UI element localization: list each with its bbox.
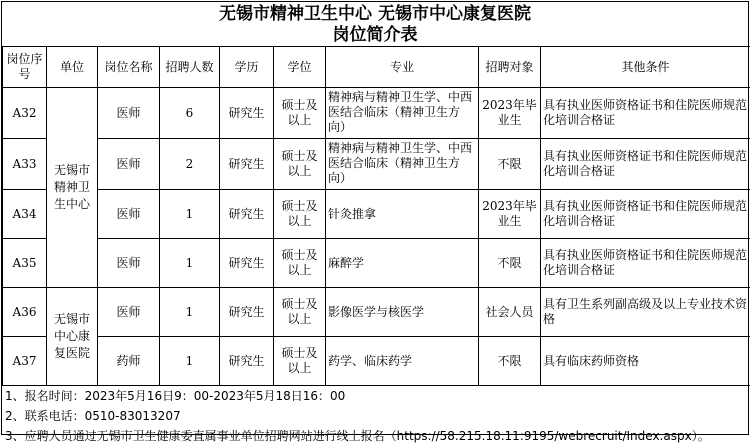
cell-count: 1 [160, 288, 220, 337]
table-row [3, 239, 750, 288]
table-row [3, 88, 750, 139]
table-row [3, 190, 750, 239]
note-online-registration: 3、应聘人员通过无锡市卫生健康委直属事业单位招聘网站进行线上报名（https://58.215.18.11:9195/webrecruit/Index.aspx）。 [5, 426, 748, 446]
cell-count: 1 [160, 337, 220, 386]
table-row [3, 337, 750, 386]
cell-name: 医师 [98, 288, 160, 337]
cell-target: 社会人员 [479, 288, 541, 337]
cell-name: 医师 [98, 139, 160, 190]
cell-code: A34 [3, 190, 47, 239]
cell-target: 不限 [479, 139, 541, 190]
cell-education: 研究生 [220, 139, 274, 190]
note-registration-time: 1、报名时间：2023年5月16日9：00-2023年5月18日16：00 [5, 386, 748, 406]
position-table-document [1, 1, 749, 435]
document-title [2, 4, 748, 46]
cell-count: 2 [160, 139, 220, 190]
header-education: 学历 [220, 47, 274, 88]
cell-name: 医师 [98, 88, 160, 139]
cell-other: 具有执业医师资格证书和住院医师规范化培训合格证 [541, 139, 750, 190]
cell-code: A35 [3, 239, 47, 288]
cell-degree: 硕士及以上 [274, 88, 326, 139]
cell-education: 研究生 [220, 288, 274, 337]
cell-major: 影像医学与核医学 [326, 288, 479, 337]
cell-degree: 硕士及以上 [274, 337, 326, 386]
cell-target: 2023年毕业生 [479, 88, 541, 139]
header-degree: 学位 [274, 47, 326, 88]
cell-other: 具有执业医师资格证书和住院医师规范化培训合格证 [541, 239, 750, 288]
cell-count: 1 [160, 190, 220, 239]
cell-education: 研究生 [220, 190, 274, 239]
cell-count: 1 [160, 239, 220, 288]
title-line-1: 无锡市精神卫生中心 无锡市中心康复医院 [2, 4, 748, 25]
header-other: 其他条件 [541, 47, 750, 88]
cell-other: 具有临床药师资格 [541, 337, 750, 386]
header-code: 岗位序号 [3, 47, 47, 88]
cell-other: 具有执业医师资格证书和住院医师规范化培训合格证 [541, 88, 750, 139]
cell-name: 医师 [98, 239, 160, 288]
cell-degree: 硕士及以上 [274, 288, 326, 337]
cell-major: 精神病与精神卫生学、中西医结合临床（精神卫生方向） [326, 139, 479, 190]
cell-education: 研究生 [220, 88, 274, 139]
cell-major: 精神病与精神卫生学、中西医结合临床（精神卫生方向） [326, 88, 479, 139]
cell-unit: 无锡市精神卫生中心 [47, 88, 98, 288]
header-target: 招聘对象 [479, 47, 541, 88]
header-major: 专业 [326, 47, 479, 88]
header-unit: 单位 [47, 47, 98, 88]
cell-degree: 硕士及以上 [274, 139, 326, 190]
cell-code: A33 [3, 139, 47, 190]
cell-name: 医师 [98, 190, 160, 239]
header-name: 岗位名称 [98, 47, 160, 88]
cell-education: 研究生 [220, 239, 274, 288]
notes-section [2, 386, 748, 446]
cell-target: 2023年毕业生 [479, 190, 541, 239]
note-contact-phone: 2、联系电话：0510-83013207 [5, 406, 748, 426]
cell-unit: 无锡市中心康复医院 [47, 288, 98, 386]
cell-major: 麻醉学 [326, 239, 479, 288]
table-row [3, 288, 750, 337]
cell-education: 研究生 [220, 337, 274, 386]
header-count: 招聘人数 [160, 47, 220, 88]
cell-target: 不限 [479, 337, 541, 386]
cell-name: 药师 [98, 337, 160, 386]
positions-table [2, 46, 750, 386]
cell-major: 针灸推拿 [326, 190, 479, 239]
title-line-2: 岗位简介表 [2, 25, 748, 46]
cell-count: 6 [160, 88, 220, 139]
cell-target: 不限 [479, 239, 541, 288]
cell-code: A37 [3, 337, 47, 386]
cell-degree: 硕士及以上 [274, 239, 326, 288]
cell-major: 药学、临床药学 [326, 337, 479, 386]
cell-other: 具有执业医师资格证书和住院医师规范化培训合格证 [541, 190, 750, 239]
table-row [3, 139, 750, 190]
cell-degree: 硕士及以上 [274, 190, 326, 239]
cell-code: A32 [3, 88, 47, 139]
cell-other: 具有卫生系列副高级及以上专业技术资格 [541, 288, 750, 337]
cell-code: A36 [3, 288, 47, 337]
table-header-row [3, 47, 750, 88]
